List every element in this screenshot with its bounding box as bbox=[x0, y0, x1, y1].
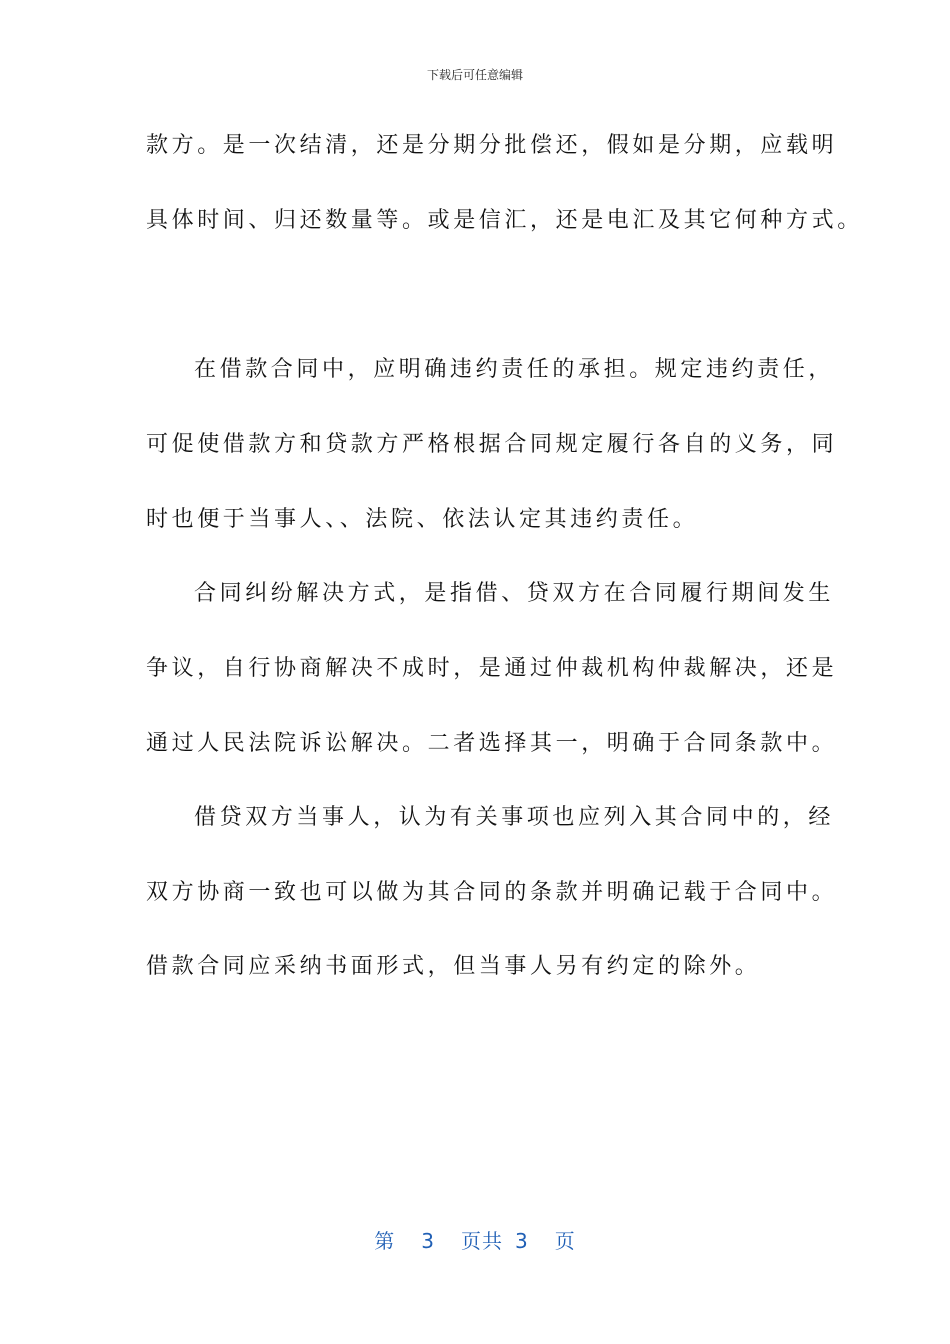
body-line-11: 借款合同应采纳书面形式，但当事人另有约定的除外。 bbox=[146, 954, 761, 979]
body-line-5: 时也便于当事人、、法院、依法认定其违约责任。 bbox=[146, 507, 699, 532]
page-footer bbox=[0, 1225, 950, 1254]
footer-suffix: 页 bbox=[554, 1229, 576, 1253]
body-line-9: 借贷双方当事人，认为有关事项也应列入其合同中的，经 bbox=[194, 805, 835, 830]
body-line-8: 通过人民法院诉讼解决。二者选择其一，明确于合同条款中。 bbox=[146, 731, 838, 756]
body-line-10: 双方协商一致也可以做为其合同的条款并明确记载于合同中。 bbox=[146, 880, 838, 905]
body-line-3: 在借款合同中，应明确违约责任的承担。规定违约责任， bbox=[194, 357, 835, 382]
header-note: 下载后可任意编辑 bbox=[426, 68, 523, 82]
footer-middle: 页共 bbox=[461, 1229, 503, 1253]
body-line-7: 争议，自行协商解决不成时，是通过仲裁机构仲裁解决，还是 bbox=[146, 656, 838, 681]
body-line-4: 可促使借款方和贷款方严格根据合同规定履行各自的义务，同 bbox=[146, 432, 838, 457]
body-line-2: 具体时间、归还数量等。或是信汇，还是电汇及其它何种方式。 bbox=[146, 208, 863, 233]
footer-current-page: 3 bbox=[421, 1229, 435, 1253]
footer-prefix: 第 bbox=[374, 1229, 396, 1253]
body-line-1: 款方。是一次结清，还是分期分批偿还，假如是分期，应载明 bbox=[146, 133, 838, 158]
body-line-6: 合同纠纷解决方式，是指借、贷双方在合同履行期间发生 bbox=[194, 581, 835, 606]
footer-total-pages: 3 bbox=[515, 1229, 529, 1253]
